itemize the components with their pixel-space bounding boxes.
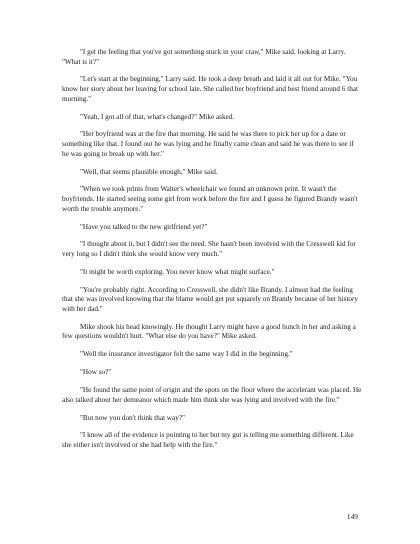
paragraph: "But now you don't think that way?" [80, 413, 185, 422]
paragraph: "I get the feeling that you've got something stuck in your craw," Mike said, looking at Larry. "What is it?" [62, 48, 346, 66]
paragraph: "Well the insurance investigator felt the same way I did in the beginning." [80, 350, 293, 359]
paragraph: "Yeah, I got all of that, what's changed?" Mike asked. [80, 112, 235, 121]
paragraph: "He found the same point of origin and the spots on the floor where the accelerant was placed. He also talked about her demeanor which made him think she was lying and involved with the fire." [62, 386, 362, 404]
paragraph: "I thought about it, but I didn't see the need. She hasn't been involved with the Cresswell kid for very long so I didn't think she would know very much." [62, 240, 356, 258]
paragraph: "When we took prints from Walter's wheelchair we found an unknown print. It wasn't the boyfriends. He started seeing some girl from work before the fire and I guess he figured Brandy wasn't worth the trouble anymore." [62, 185, 358, 213]
paragraph: "Her boyfriend was at the fire that morning. He said he was there to pick her up for a date or something like that. I found out he was lying and he finally came clean and said he was there to see if he was going to break up with her." [62, 130, 354, 158]
paragraph: "Have you talked to the new girlfriend yet?" [80, 222, 208, 231]
body-text [62, 48, 362, 459]
paragraph: "I know all of the evidence is pointing to her but my gut is telling me something different. Like she either isn't involved or she had help with the fire." [62, 431, 354, 450]
page-number: 149 [346, 512, 358, 521]
paragraph: "Well, that seems plausible enough," Mike said. [80, 167, 218, 176]
paragraph: Mike shook his head knowingly. He thought Larry might have a good hunch in her and asking a few questions wouldn't hurt. "What else do you have?" Mike asked. [62, 322, 356, 341]
paragraph: "It might be worth exploring. You never know what might surface." [80, 267, 275, 276]
paragraph: "Let's start at the beginning," Larry said. He took a deep breath and laid it all out for Mike. "You know her story about her leaving for school late. She called her boyfriend and best friend around 6 that morning." [62, 75, 358, 103]
paragraph: "You're probably right. According to Cresswell, she didn't like Brandy. I almost had the feeling that she was involved knowing that the blame would get put squarely on Brandy because of her history with her dad." [62, 285, 359, 313]
paragraph: "How so?" [80, 368, 112, 377]
